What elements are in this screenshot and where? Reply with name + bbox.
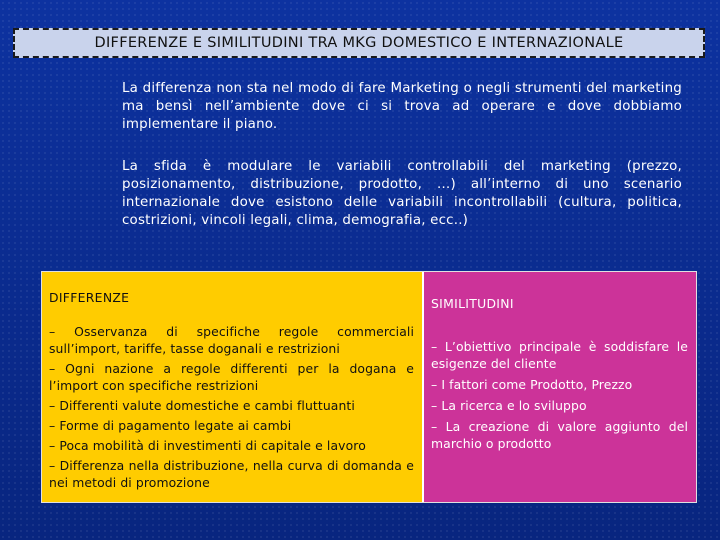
difference-item: – Osservanza di specifiche regole commerciali sull’import, tariffe, tasse doganali e restrizioni — [49, 324, 414, 356]
slide-title-box — [13, 28, 705, 58]
differences-heading: DIFFERENZE — [49, 290, 130, 305]
differences-column — [42, 272, 424, 502]
difference-item: – Differenza nella distribuzione, nella curva di domanda e nei metodi di promozione — [49, 458, 414, 490]
difference-item: – Forme di pagamento legate ai cambi — [49, 418, 292, 433]
difference-item: – Poca mobilità di investimenti di capitale e lavoro — [49, 438, 366, 453]
similarity-item: – La creazione di valore aggiunto del marchio o prodotto — [431, 419, 688, 451]
comparison-table — [41, 271, 697, 503]
difference-item: – Differenti valute domestiche e cambi fluttuanti — [49, 398, 355, 413]
similarity-item: – L’obiettivo principale è soddisfare le esigenze del cliente — [431, 339, 688, 371]
difference-item: – Ogni nazione a regole differenti per la dogana e l’import con specifiche restrizioni — [49, 361, 414, 393]
slide-title: DIFFERENZE E SIMILITUDINI TRA MKG DOMESTICO E INTERNAZIONALE — [94, 35, 624, 51]
similarity-item: – La ricerca e lo sviluppo — [431, 398, 587, 413]
similarities-heading: SIMILITUDINI — [431, 296, 514, 311]
similarity-item: – I fattori come Prodotto, Prezzo — [431, 377, 633, 392]
intro-paragraph-1: La differenza non sta nel modo di fare Marketing o negli strumenti del marketing ma bensì nell’ambiente dove ci si trova ad operare e dove dobbiamo implementare il piano. — [122, 81, 682, 132]
intro-paragraph-2: La sfida è modulare le variabili controllabili del marketing (prezzo, posizionamento, distribuzione, prodotto, …) all’interno di uno scenario internazionale dove esistono delle variabili incontrollabili (cultura, politica, costrizioni, vincoli legali, clima, demografia, ecc..) — [122, 159, 682, 228]
similarities-column — [424, 272, 696, 502]
